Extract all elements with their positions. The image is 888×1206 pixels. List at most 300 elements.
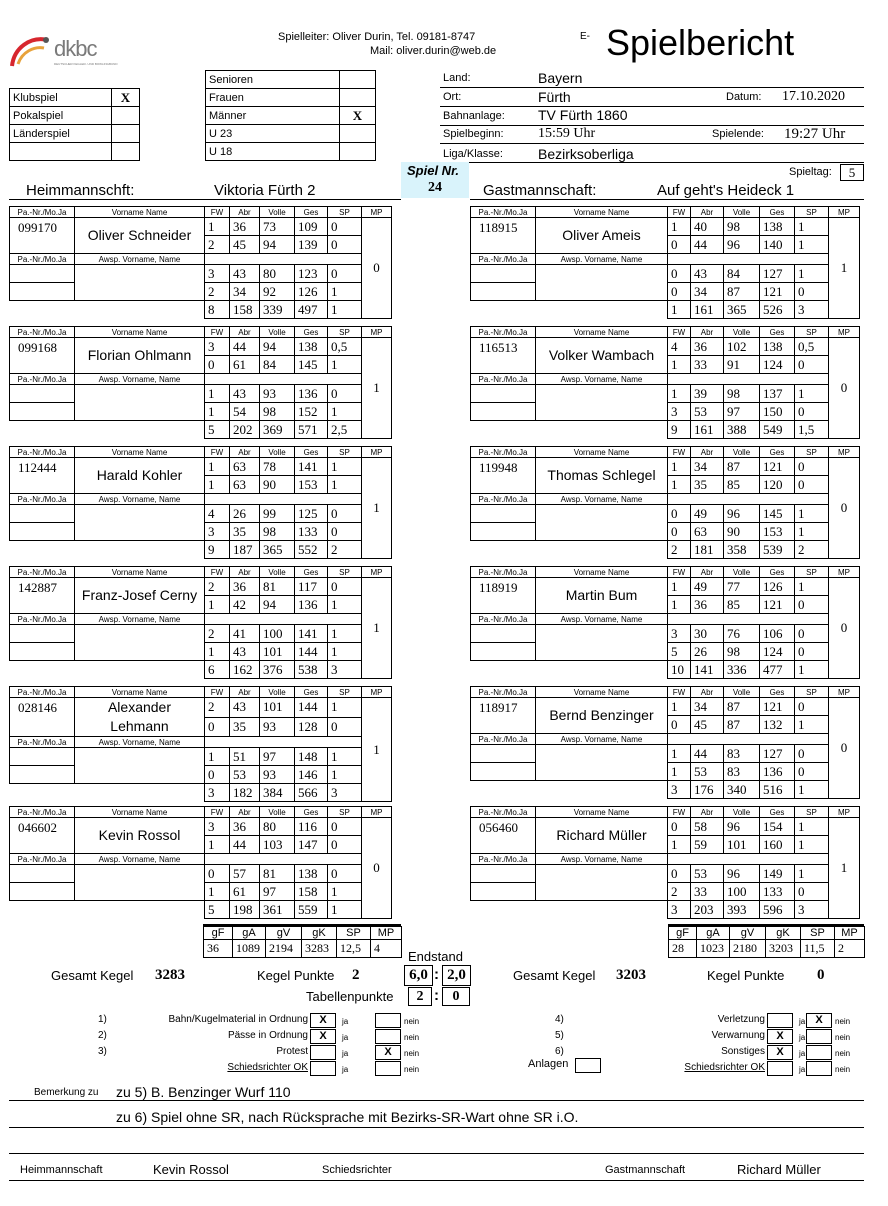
score-cell[interactable]: 35 bbox=[230, 717, 260, 737]
score-cell[interactable]: 1 bbox=[668, 596, 691, 614]
score-cell[interactable]: 1 bbox=[328, 403, 362, 421]
score-cell[interactable]: 1 bbox=[328, 901, 362, 919]
pass-number[interactable]: 118917 bbox=[471, 698, 536, 734]
score-cell[interactable]: 158 bbox=[295, 883, 328, 901]
score-cell[interactable]: 43 bbox=[230, 385, 260, 403]
score-cell[interactable]: 1 bbox=[205, 476, 230, 494]
score-cell[interactable]: 1 bbox=[205, 836, 230, 854]
nein-checkbox[interactable] bbox=[375, 1013, 401, 1028]
score-cell[interactable]: 365 bbox=[724, 301, 760, 319]
score-cell[interactable]: 1 bbox=[328, 643, 362, 661]
score-cell[interactable]: 59 bbox=[691, 836, 724, 854]
score-cell[interactable]: 9 bbox=[668, 421, 691, 439]
score-cell[interactable]: 2,5 bbox=[328, 421, 362, 439]
nein-checkbox[interactable] bbox=[806, 1029, 832, 1044]
pass-number[interactable]: 056460 bbox=[471, 818, 536, 854]
score-cell[interactable]: 0 bbox=[795, 643, 829, 661]
score-cell[interactable]: 34 bbox=[230, 283, 260, 301]
score-cell[interactable]: 369 bbox=[260, 421, 295, 439]
score-cell[interactable]: 1 bbox=[795, 836, 829, 854]
score-cell[interactable]: 1 bbox=[328, 883, 362, 901]
score-cell[interactable]: 0 bbox=[328, 218, 362, 236]
player-mp[interactable]: 1 bbox=[362, 578, 392, 679]
score-cell[interactable]: 0 bbox=[205, 766, 230, 784]
score-cell[interactable]: 8 bbox=[205, 301, 230, 319]
player-mp[interactable]: 1 bbox=[362, 338, 392, 439]
nein-checkbox[interactable] bbox=[806, 1061, 832, 1076]
score-cell[interactable]: 33 bbox=[691, 883, 724, 901]
score-cell[interactable]: 53 bbox=[691, 403, 724, 421]
score-cell[interactable]: 148 bbox=[295, 748, 328, 766]
pass-number[interactable]: 046602 bbox=[10, 818, 75, 854]
score-cell[interactable]: 1 bbox=[795, 578, 829, 596]
score-cell[interactable]: 78 bbox=[260, 458, 295, 476]
score-cell[interactable]: 61 bbox=[230, 883, 260, 901]
score-cell[interactable]: 393 bbox=[724, 901, 760, 919]
score-cell[interactable]: 0 bbox=[668, 865, 691, 883]
nein-checkbox[interactable]: X bbox=[806, 1013, 832, 1028]
player-name[interactable]: Bernd Benzinger bbox=[536, 698, 668, 734]
score-cell[interactable]: 203 bbox=[691, 901, 724, 919]
score-cell[interactable]: 1 bbox=[668, 578, 691, 596]
score-cell[interactable]: 1 bbox=[795, 265, 829, 283]
score-cell[interactable]: 145 bbox=[295, 356, 328, 374]
score-cell[interactable]: 133 bbox=[295, 523, 328, 541]
score-cell[interactable]: 3 bbox=[795, 901, 829, 919]
score-cell[interactable]: 98 bbox=[260, 523, 295, 541]
score-cell[interactable]: 153 bbox=[295, 476, 328, 494]
nein-checkbox[interactable] bbox=[375, 1061, 401, 1076]
score-cell[interactable]: 97 bbox=[724, 403, 760, 421]
player-mp[interactable]: 0 bbox=[829, 698, 860, 799]
score-cell[interactable]: 80 bbox=[260, 818, 295, 836]
score-cell[interactable]: 3 bbox=[328, 661, 362, 679]
score-cell[interactable]: 162 bbox=[230, 661, 260, 679]
score-cell[interactable]: 376 bbox=[260, 661, 295, 679]
score-cell[interactable]: 1 bbox=[668, 385, 691, 403]
score-cell[interactable]: 358 bbox=[724, 541, 760, 559]
score-cell[interactable]: 2 bbox=[205, 698, 230, 718]
score-cell[interactable]: 35 bbox=[230, 523, 260, 541]
score-cell[interactable]: 198 bbox=[230, 901, 260, 919]
score-cell[interactable]: 566 bbox=[295, 784, 328, 802]
score-cell[interactable]: 136 bbox=[760, 763, 795, 781]
score-cell[interactable]: 58 bbox=[691, 818, 724, 836]
score-cell[interactable]: 0 bbox=[795, 625, 829, 643]
score-cell[interactable]: 1 bbox=[795, 781, 829, 799]
player-name[interactable]: Franz-Josef Cerny bbox=[75, 578, 205, 614]
score-cell[interactable]: 0 bbox=[668, 523, 691, 541]
pass-number[interactable]: 028146 bbox=[10, 698, 75, 737]
pass-number[interactable]: 142887 bbox=[10, 578, 75, 614]
player-name[interactable]: Oliver Ameis bbox=[536, 218, 668, 254]
score-cell[interactable]: 161 bbox=[691, 421, 724, 439]
score-cell[interactable]: 116 bbox=[295, 818, 328, 836]
score-cell[interactable]: 0 bbox=[328, 818, 362, 836]
score-cell[interactable]: 144 bbox=[295, 643, 328, 661]
score-cell[interactable]: 100 bbox=[260, 625, 295, 643]
score-cell[interactable]: 154 bbox=[760, 818, 795, 836]
score-cell[interactable]: 34 bbox=[691, 698, 724, 716]
score-cell[interactable]: 0 bbox=[328, 236, 362, 254]
score-cell[interactable]: 0 bbox=[205, 865, 230, 883]
score-cell[interactable]: 36 bbox=[230, 578, 260, 596]
anlagen-checkbox[interactable] bbox=[575, 1058, 601, 1073]
nein-checkbox[interactable] bbox=[375, 1029, 401, 1044]
score-cell[interactable]: 5 bbox=[205, 421, 230, 439]
player-mp[interactable]: 1 bbox=[362, 458, 392, 559]
pass-number[interactable]: 099170 bbox=[10, 218, 75, 254]
score-cell[interactable]: 149 bbox=[760, 865, 795, 883]
score-cell[interactable]: 2 bbox=[795, 541, 829, 559]
ja-checkbox[interactable]: X bbox=[767, 1029, 793, 1044]
nein-checkbox[interactable]: X bbox=[375, 1045, 401, 1060]
score-cell[interactable]: 43 bbox=[230, 698, 260, 718]
score-cell[interactable]: 361 bbox=[260, 901, 295, 919]
score-cell[interactable]: 63 bbox=[230, 476, 260, 494]
score-cell[interactable]: 87 bbox=[724, 698, 760, 716]
score-cell[interactable]: 3 bbox=[668, 901, 691, 919]
score-cell[interactable]: 97 bbox=[260, 883, 295, 901]
score-cell[interactable]: 26 bbox=[230, 505, 260, 523]
score-cell[interactable]: 87 bbox=[724, 716, 760, 734]
ja-checkbox[interactable] bbox=[767, 1013, 793, 1028]
score-cell[interactable]: 33 bbox=[691, 356, 724, 374]
score-cell[interactable]: 388 bbox=[724, 421, 760, 439]
score-cell[interactable]: 63 bbox=[230, 458, 260, 476]
score-cell[interactable]: 133 bbox=[760, 883, 795, 901]
player-name[interactable]: Alexander Lehmann bbox=[75, 698, 205, 737]
score-cell[interactable]: 127 bbox=[760, 265, 795, 283]
player-mp[interactable]: 0 bbox=[829, 578, 860, 679]
score-cell[interactable]: 6 bbox=[205, 661, 230, 679]
score-cell[interactable]: 36 bbox=[230, 218, 260, 236]
score-cell[interactable]: 1 bbox=[205, 748, 230, 766]
score-cell[interactable]: 1 bbox=[795, 865, 829, 883]
player-name[interactable]: Kevin Rossol bbox=[75, 818, 205, 854]
score-cell[interactable]: 0 bbox=[205, 717, 230, 737]
score-cell[interactable]: 0 bbox=[795, 698, 829, 716]
score-cell[interactable]: 51 bbox=[230, 748, 260, 766]
score-cell[interactable]: 92 bbox=[260, 283, 295, 301]
score-cell[interactable]: 36 bbox=[691, 338, 724, 356]
score-cell[interactable]: 3 bbox=[668, 781, 691, 799]
score-cell[interactable]: 181 bbox=[691, 541, 724, 559]
score-cell[interactable]: 339 bbox=[260, 301, 295, 319]
score-cell[interactable]: 102 bbox=[724, 338, 760, 356]
score-cell[interactable]: 85 bbox=[724, 476, 760, 494]
score-cell[interactable]: 539 bbox=[760, 541, 795, 559]
score-cell[interactable]: 138 bbox=[295, 865, 328, 883]
score-cell[interactable]: 96 bbox=[724, 818, 760, 836]
score-cell[interactable]: 139 bbox=[295, 236, 328, 254]
score-cell[interactable]: 516 bbox=[760, 781, 795, 799]
score-cell[interactable]: 94 bbox=[260, 596, 295, 614]
ja-checkbox[interactable] bbox=[767, 1061, 793, 1076]
score-cell[interactable]: 5 bbox=[668, 643, 691, 661]
score-cell[interactable]: 76 bbox=[724, 625, 760, 643]
score-cell[interactable]: 0 bbox=[668, 283, 691, 301]
score-cell[interactable]: 40 bbox=[691, 218, 724, 236]
score-cell[interactable]: 0 bbox=[205, 356, 230, 374]
score-cell[interactable]: 84 bbox=[724, 265, 760, 283]
score-cell[interactable]: 125 bbox=[295, 505, 328, 523]
score-cell[interactable]: 4 bbox=[668, 338, 691, 356]
score-cell[interactable]: 43 bbox=[230, 643, 260, 661]
score-cell[interactable]: 1 bbox=[328, 625, 362, 643]
score-cell[interactable]: 90 bbox=[724, 523, 760, 541]
score-cell[interactable]: 1 bbox=[328, 698, 362, 718]
score-cell[interactable]: 4 bbox=[205, 505, 230, 523]
score-cell[interactable]: 3 bbox=[205, 338, 230, 356]
score-cell[interactable]: 0 bbox=[668, 505, 691, 523]
ja-checkbox[interactable] bbox=[310, 1061, 336, 1076]
score-cell[interactable]: 1 bbox=[795, 236, 829, 254]
score-cell[interactable]: 0 bbox=[795, 403, 829, 421]
score-cell[interactable]: 53 bbox=[230, 766, 260, 784]
score-cell[interactable]: 34 bbox=[691, 283, 724, 301]
score-cell[interactable]: 0 bbox=[668, 265, 691, 283]
score-cell[interactable]: 87 bbox=[724, 458, 760, 476]
score-cell[interactable]: 1 bbox=[668, 763, 691, 781]
score-cell[interactable]: 3 bbox=[668, 625, 691, 643]
score-cell[interactable]: 1 bbox=[328, 748, 362, 766]
score-cell[interactable]: 98 bbox=[724, 643, 760, 661]
score-cell[interactable]: 0 bbox=[668, 236, 691, 254]
score-cell[interactable]: 1 bbox=[328, 458, 362, 476]
score-cell[interactable]: 1 bbox=[205, 596, 230, 614]
player-name[interactable]: Thomas Schlegel bbox=[536, 458, 668, 494]
score-cell[interactable]: 1 bbox=[205, 218, 230, 236]
player-mp[interactable]: 0 bbox=[362, 818, 392, 919]
score-cell[interactable]: 1 bbox=[795, 523, 829, 541]
score-cell[interactable]: 87 bbox=[724, 283, 760, 301]
score-cell[interactable]: 596 bbox=[760, 901, 795, 919]
score-cell[interactable]: 1 bbox=[205, 403, 230, 421]
score-cell[interactable]: 158 bbox=[230, 301, 260, 319]
score-cell[interactable]: 0 bbox=[328, 578, 362, 596]
score-cell[interactable]: 365 bbox=[260, 541, 295, 559]
score-cell[interactable]: 96 bbox=[724, 865, 760, 883]
score-cell[interactable]: 1 bbox=[668, 836, 691, 854]
score-cell[interactable]: 103 bbox=[260, 836, 295, 854]
score-cell[interactable]: 85 bbox=[724, 596, 760, 614]
score-cell[interactable]: 187 bbox=[230, 541, 260, 559]
pass-number[interactable]: 119948 bbox=[471, 458, 536, 494]
score-cell[interactable]: 549 bbox=[760, 421, 795, 439]
score-cell[interactable]: 57 bbox=[230, 865, 260, 883]
score-cell[interactable]: 136 bbox=[295, 596, 328, 614]
score-cell[interactable]: 1 bbox=[668, 698, 691, 716]
score-cell[interactable]: 538 bbox=[295, 661, 328, 679]
score-cell[interactable]: 81 bbox=[260, 865, 295, 883]
score-cell[interactable]: 3 bbox=[328, 784, 362, 802]
score-cell[interactable]: 552 bbox=[295, 541, 328, 559]
score-cell[interactable]: 0 bbox=[328, 265, 362, 283]
score-cell[interactable]: 1 bbox=[668, 218, 691, 236]
score-cell[interactable]: 45 bbox=[230, 236, 260, 254]
score-cell[interactable]: 497 bbox=[295, 301, 328, 319]
score-cell[interactable]: 1 bbox=[328, 301, 362, 319]
score-cell[interactable]: 1 bbox=[205, 458, 230, 476]
score-cell[interactable]: 141 bbox=[295, 625, 328, 643]
score-cell[interactable]: 144 bbox=[295, 698, 328, 718]
player-mp[interactable]: 1 bbox=[362, 698, 392, 802]
score-cell[interactable]: 42 bbox=[230, 596, 260, 614]
score-cell[interactable]: 44 bbox=[230, 836, 260, 854]
score-cell[interactable]: 138 bbox=[760, 338, 795, 356]
score-cell[interactable]: 141 bbox=[691, 661, 724, 679]
score-cell[interactable]: 35 bbox=[691, 476, 724, 494]
score-cell[interactable]: 340 bbox=[724, 781, 760, 799]
score-cell[interactable]: 153 bbox=[760, 523, 795, 541]
score-cell[interactable]: 0 bbox=[328, 505, 362, 523]
player-name[interactable]: Harald Kohler bbox=[75, 458, 205, 494]
score-cell[interactable]: 34 bbox=[691, 458, 724, 476]
player-mp[interactable]: 1 bbox=[829, 218, 860, 319]
score-cell[interactable]: 477 bbox=[760, 661, 795, 679]
score-cell[interactable]: 84 bbox=[260, 356, 295, 374]
score-cell[interactable]: 141 bbox=[295, 458, 328, 476]
score-cell[interactable]: 91 bbox=[724, 356, 760, 374]
score-cell[interactable]: 138 bbox=[760, 218, 795, 236]
score-cell[interactable]: 3 bbox=[205, 523, 230, 541]
score-cell[interactable]: 3 bbox=[205, 818, 230, 836]
pass-number[interactable]: 118915 bbox=[471, 218, 536, 254]
score-cell[interactable]: 1 bbox=[668, 745, 691, 763]
pass-number[interactable]: 112444 bbox=[10, 458, 75, 494]
score-cell[interactable]: 0 bbox=[795, 596, 829, 614]
score-cell[interactable]: 176 bbox=[691, 781, 724, 799]
score-cell[interactable]: 1 bbox=[668, 476, 691, 494]
score-cell[interactable]: 100 bbox=[724, 883, 760, 901]
score-cell[interactable]: 0 bbox=[328, 836, 362, 854]
score-cell[interactable]: 147 bbox=[295, 836, 328, 854]
score-cell[interactable]: 53 bbox=[691, 763, 724, 781]
score-cell[interactable]: 45 bbox=[691, 716, 724, 734]
score-cell[interactable]: 41 bbox=[230, 625, 260, 643]
score-cell[interactable]: 3 bbox=[795, 301, 829, 319]
score-cell[interactable]: 44 bbox=[691, 236, 724, 254]
ja-checkbox[interactable] bbox=[310, 1045, 336, 1060]
score-cell[interactable]: 97 bbox=[260, 748, 295, 766]
score-cell[interactable]: 2 bbox=[205, 283, 230, 301]
score-cell[interactable]: 0 bbox=[668, 716, 691, 734]
score-cell[interactable]: 63 bbox=[691, 523, 724, 541]
score-cell[interactable]: 80 bbox=[260, 265, 295, 283]
player-mp[interactable]: 1 bbox=[829, 818, 860, 919]
score-cell[interactable]: 128 bbox=[295, 717, 328, 737]
score-cell[interactable]: 152 bbox=[295, 403, 328, 421]
score-cell[interactable]: 93 bbox=[260, 385, 295, 403]
score-cell[interactable]: 336 bbox=[724, 661, 760, 679]
score-cell[interactable]: 121 bbox=[760, 698, 795, 716]
score-cell[interactable]: 3 bbox=[668, 403, 691, 421]
score-cell[interactable]: 0 bbox=[668, 818, 691, 836]
score-cell[interactable]: 43 bbox=[691, 265, 724, 283]
score-cell[interactable]: 0 bbox=[795, 763, 829, 781]
score-cell[interactable]: 161 bbox=[691, 301, 724, 319]
score-cell[interactable]: 1 bbox=[205, 385, 230, 403]
score-cell[interactable]: 101 bbox=[260, 643, 295, 661]
score-cell[interactable]: 1 bbox=[328, 766, 362, 784]
score-cell[interactable]: 43 bbox=[230, 265, 260, 283]
score-cell[interactable]: 3 bbox=[205, 784, 230, 802]
score-cell[interactable]: 93 bbox=[260, 717, 295, 737]
score-cell[interactable]: 3 bbox=[205, 265, 230, 283]
player-name[interactable]: Volker Wambach bbox=[536, 338, 668, 374]
score-cell[interactable]: 0 bbox=[795, 745, 829, 763]
score-cell[interactable]: 1 bbox=[205, 883, 230, 901]
score-cell[interactable]: 109 bbox=[295, 218, 328, 236]
score-cell[interactable]: 1 bbox=[795, 716, 829, 734]
score-cell[interactable]: 121 bbox=[760, 458, 795, 476]
score-cell[interactable]: 0,5 bbox=[795, 338, 829, 356]
score-cell[interactable]: 44 bbox=[230, 338, 260, 356]
score-cell[interactable]: 2 bbox=[205, 578, 230, 596]
score-cell[interactable]: 2 bbox=[205, 236, 230, 254]
score-cell[interactable]: 0 bbox=[795, 476, 829, 494]
score-cell[interactable]: 106 bbox=[760, 625, 795, 643]
pass-number[interactable]: 118919 bbox=[471, 578, 536, 614]
score-cell[interactable]: 99 bbox=[260, 505, 295, 523]
player-name[interactable]: Oliver Schneider bbox=[75, 218, 205, 254]
score-cell[interactable]: 1 bbox=[668, 458, 691, 476]
player-mp[interactable]: 0 bbox=[829, 458, 860, 559]
score-cell[interactable]: 0 bbox=[328, 385, 362, 403]
score-cell[interactable]: 94 bbox=[260, 338, 295, 356]
score-cell[interactable]: 2 bbox=[328, 541, 362, 559]
player-name[interactable]: Richard Müller bbox=[536, 818, 668, 854]
score-cell[interactable]: 559 bbox=[295, 901, 328, 919]
score-cell[interactable]: 0,5 bbox=[328, 338, 362, 356]
score-cell[interactable]: 101 bbox=[260, 698, 295, 718]
score-cell[interactable]: 136 bbox=[295, 385, 328, 403]
score-cell[interactable]: 53 bbox=[691, 865, 724, 883]
player-mp[interactable]: 0 bbox=[362, 218, 392, 319]
score-cell[interactable]: 98 bbox=[724, 218, 760, 236]
score-cell[interactable]: 1 bbox=[795, 505, 829, 523]
score-cell[interactable]: 26 bbox=[691, 643, 724, 661]
score-cell[interactable]: 138 bbox=[295, 338, 328, 356]
score-cell[interactable]: 571 bbox=[295, 421, 328, 439]
score-cell[interactable]: 1 bbox=[328, 356, 362, 374]
score-cell[interactable]: 117 bbox=[295, 578, 328, 596]
score-cell[interactable]: 73 bbox=[260, 218, 295, 236]
ja-checkbox[interactable]: X bbox=[310, 1013, 336, 1028]
score-cell[interactable]: 126 bbox=[295, 283, 328, 301]
score-cell[interactable]: 384 bbox=[260, 784, 295, 802]
player-name[interactable]: Florian Ohlmann bbox=[75, 338, 205, 374]
score-cell[interactable]: 1 bbox=[668, 356, 691, 374]
score-cell[interactable]: 1 bbox=[328, 596, 362, 614]
score-cell[interactable]: 526 bbox=[760, 301, 795, 319]
score-cell[interactable]: 0 bbox=[328, 717, 362, 737]
score-cell[interactable]: 98 bbox=[260, 403, 295, 421]
score-cell[interactable]: 0 bbox=[795, 458, 829, 476]
score-cell[interactable]: 36 bbox=[691, 596, 724, 614]
score-cell[interactable]: 1 bbox=[668, 301, 691, 319]
score-cell[interactable]: 145 bbox=[760, 505, 795, 523]
score-cell[interactable]: 5 bbox=[205, 901, 230, 919]
nein-checkbox[interactable] bbox=[806, 1045, 832, 1060]
score-cell[interactable]: 2 bbox=[668, 883, 691, 901]
score-cell[interactable]: 49 bbox=[691, 505, 724, 523]
score-cell[interactable]: 140 bbox=[760, 236, 795, 254]
score-cell[interactable]: 36 bbox=[230, 818, 260, 836]
score-cell[interactable]: 1 bbox=[795, 218, 829, 236]
score-cell[interactable]: 1,5 bbox=[795, 421, 829, 439]
